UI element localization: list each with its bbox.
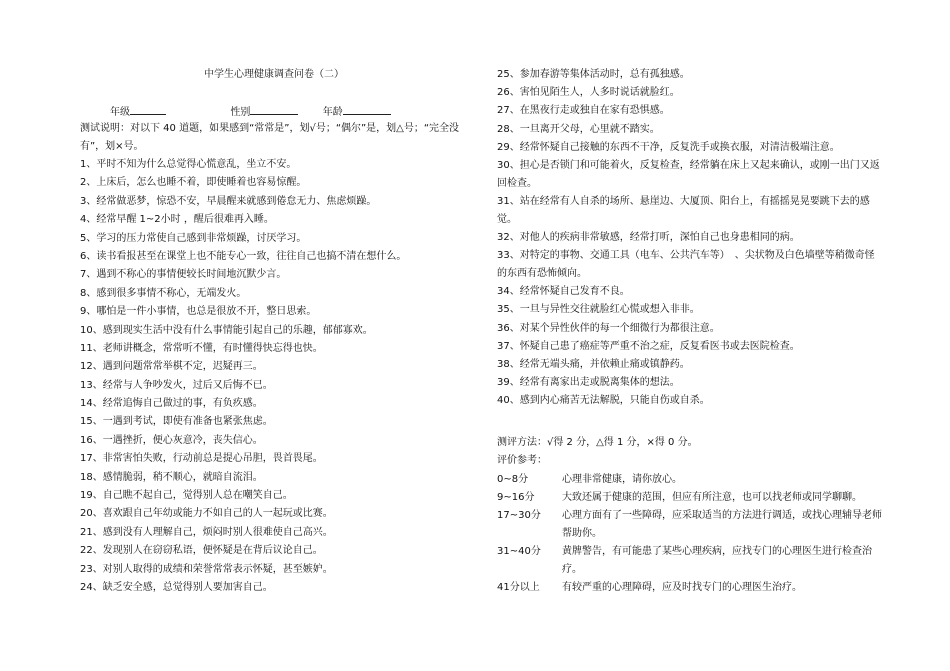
gender-blank[interactable] bbox=[250, 102, 298, 115]
score-description: 黄牌警告，有可能患了某些心理疾病，应找专门的心理医生进行检查治疗。 bbox=[562, 546, 872, 575]
score-description: 心理非常健康，请你放心。 bbox=[562, 474, 682, 485]
score-range: 41分以上 bbox=[497, 582, 540, 593]
evaluation-level bbox=[497, 579, 882, 597]
question-item: 37、怀疑自己患了癌症等严重不治之症，反复看医书或去医院检查。 bbox=[497, 340, 800, 352]
question-item: 22、发现别人在窃窃私语，便怀疑是在背后议论自己。 bbox=[80, 545, 323, 557]
question-item: 39、经常有离家出走或脱离集体的想法。 bbox=[497, 377, 680, 389]
question-item: 23、对别人取得的成绩和荣誉常常表示怀疑，甚至嫉妒。 bbox=[80, 563, 333, 575]
score-description: 心理方面有了一些障碍，应采取适当的方法进行调适，或找心理辅导老师帮助你。 bbox=[562, 510, 882, 539]
question-item: 31、站在经常有人自杀的场所、悬崖边、大厦顶、阳台上，有摇摇晃晃要跳下去的感觉。 bbox=[497, 195, 870, 225]
grade-blank[interactable] bbox=[130, 102, 166, 115]
score-range: 9~16分 bbox=[497, 492, 535, 503]
question-item: 36、对某个异性伙伴的每一个细微行为都很注意。 bbox=[497, 322, 720, 334]
question-item: 12、遇到问题常常举棋不定，迟疑再三。 bbox=[80, 361, 263, 373]
question-item: 27、在黑夜行走或独自在家有恐惧感。 bbox=[497, 105, 670, 117]
questions-left bbox=[80, 156, 468, 597]
evaluation-level bbox=[497, 507, 882, 543]
age-blank[interactable] bbox=[343, 102, 391, 115]
question-item: 3、经常做恶梦，惊恐不安，早晨醒来就感到倦怠无力、焦虑烦躁。 bbox=[80, 195, 377, 207]
gender-field[interactable] bbox=[230, 102, 298, 122]
info-fields bbox=[110, 102, 470, 122]
question-item: 16、一遇挫折，便心灰意冷，丧失信心。 bbox=[80, 434, 263, 446]
evaluation-level bbox=[497, 543, 882, 579]
grade-label: 年级 bbox=[110, 107, 130, 118]
question-item: 28、一旦离开父母，心里就不踏实。 bbox=[497, 123, 660, 135]
question-item: 2、上床后，怎么也睡不着，即使睡着也容易惊醒。 bbox=[80, 177, 307, 189]
question-item: 29、经常怀疑自己接触的东西不干净，反复洗手或换衣服，对清洁极端注意。 bbox=[497, 141, 840, 153]
score-range: 31~40分 bbox=[497, 546, 541, 557]
question-item: 30、担心是否锁门和可能着火，反复检查，经常躺在床上又起来确认，或刚一出门又返回检查。 bbox=[497, 159, 880, 189]
question-item: 34、经常怀疑自己发育不良。 bbox=[497, 286, 630, 298]
question-item: 9、哪怕是一件小事情，也总是很放不开，整日思索。 bbox=[80, 306, 317, 318]
grade-field[interactable] bbox=[110, 102, 166, 122]
score-description: 大致还属于健康的范围，但应有所注意，也可以找老师或同学聊聊。 bbox=[562, 492, 862, 503]
evaluation-level bbox=[497, 489, 882, 507]
question-item: 10、感到现实生活中没有什么事情能引起自己的乐趣，郁郁寡欢。 bbox=[80, 324, 373, 336]
question-item: 26、害怕见陌生人，人多时说话就脸红。 bbox=[497, 87, 680, 99]
question-item: 11、老师讲概念，常常听不懂，有时懂得快忘得也快。 bbox=[80, 342, 323, 354]
question-item: 20、喜欢跟自己年幼或能力不如自己的人一起玩或比赛。 bbox=[80, 508, 333, 520]
question-item: 19、自己瞧不起自己，觉得别人总在嘲笑自己。 bbox=[80, 490, 293, 502]
evaluation-level bbox=[497, 471, 882, 489]
question-item: 32、对他人的疾病非常敏感，经常打听，深怕自己也身患相同的病。 bbox=[497, 231, 800, 243]
question-item: 8、感到很多事情不称心，无端发火。 bbox=[80, 287, 247, 299]
question-item: 18、感情脆弱，稍不顺心，就暗自流泪。 bbox=[80, 471, 263, 483]
score-range: 0~8分 bbox=[497, 474, 529, 485]
question-item: 24、缺乏安全感，总觉得别人要加害自己。 bbox=[80, 581, 273, 593]
question-item: 21、感到没有人理解自己，烦闷时别人很难使自己高兴。 bbox=[80, 526, 333, 538]
question-item: 25、参加春游等集体活动时，总有孤独感。 bbox=[497, 69, 690, 80]
page-title: 中学生心理健康调查问卷（二） bbox=[204, 69, 344, 80]
gender-label: 性别 bbox=[230, 107, 251, 118]
question-item: 14、经常追悔自己做过的事，有负疚感。 bbox=[80, 398, 263, 410]
question-item: 38、经常无端头痛，并依赖止痛或镇静药。 bbox=[497, 358, 690, 370]
instructions: 测试说明：对以下 40 道题，如果感到“常常是”，划√号；“偶尔”是，划△号；“完全没有”，划×号。 bbox=[80, 123, 460, 152]
evaluation-label: 评价参考： bbox=[497, 455, 547, 466]
question-item: 40、感到内心痛苦无法解脱，只能自伤或自杀。 bbox=[497, 395, 710, 407]
questions-right bbox=[497, 66, 882, 410]
question-item: 17、非常害怕失败，行动前总是提心吊胆，畏首畏尾。 bbox=[80, 453, 323, 465]
scoring-method: 测评方法：√得 2 分，△得 1 分，×得 0 分。 bbox=[497, 437, 698, 448]
question-item: 1、平时不知为什么总觉得心慌意乱，坐立不安。 bbox=[80, 159, 297, 170]
question-item: 15、一遇到考试，即使有准备也紧张焦虑。 bbox=[80, 416, 273, 428]
question-item: 7、遇到不称心的事情便较长时间地沉默少言。 bbox=[80, 269, 287, 281]
question-item: 13、经常与人争吵发火，过后又后悔不已。 bbox=[80, 379, 273, 391]
score-range: 17~30分 bbox=[497, 510, 541, 521]
question-item: 35、一旦与异性交往就脸红心慌或想入非非。 bbox=[497, 304, 700, 316]
age-label: 年龄 bbox=[322, 107, 343, 118]
age-field[interactable] bbox=[323, 102, 391, 122]
question-item: 4、经常早醒 1~2小时 ，醒后很难再入睡。 bbox=[80, 214, 274, 226]
question-item: 33、对特定的事物、交通工具（电车、公共汽车等） 、尖状物及白色墙壁等稍微奇怪的东西有恐怖倾向。 bbox=[497, 250, 875, 280]
question-item: 5、学习的压力常使自己感到非常烦躁，讨厌学习。 bbox=[80, 232, 307, 244]
score-description: 有较严重的心理障碍，应及时找专门的心理医生治疗。 bbox=[562, 582, 802, 593]
evaluation-levels bbox=[497, 471, 882, 597]
question-item: 6、读书看报甚至在课堂上也不能专心一致，往往自己也搞不清在想什么。 bbox=[80, 250, 407, 262]
